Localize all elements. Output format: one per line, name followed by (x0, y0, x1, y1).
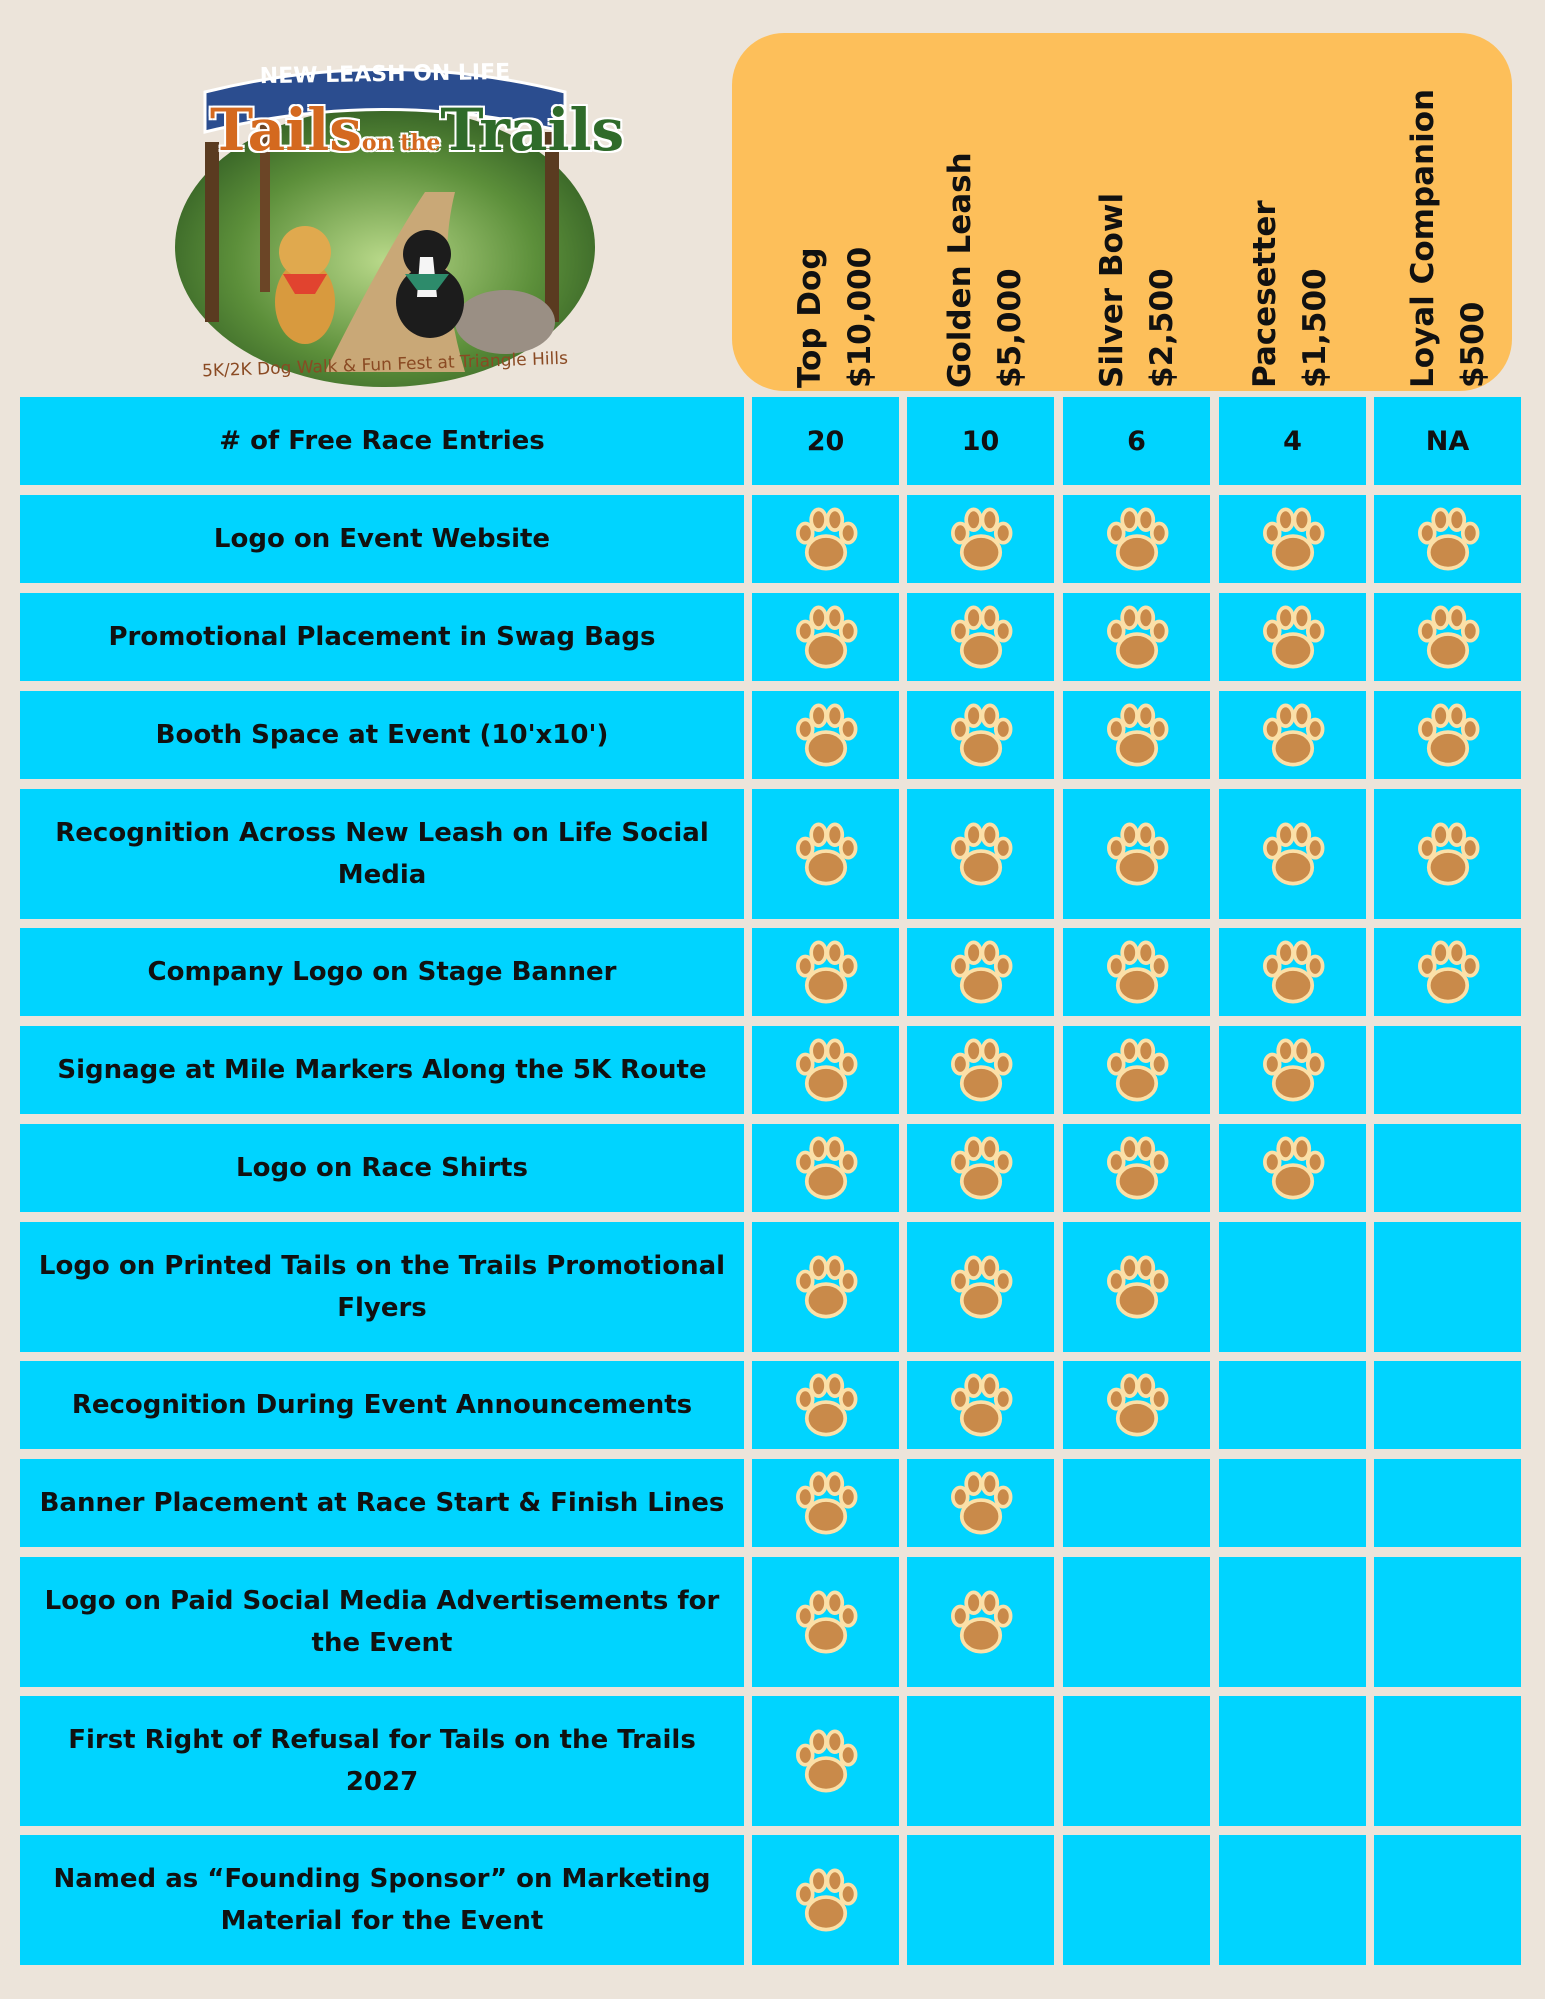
benefit-label: Named as “Founding Sponsor” on Marketing Material for the Event (20, 1835, 744, 1965)
benefit-cell (752, 1124, 899, 1212)
paw-icon (944, 1585, 1018, 1659)
benefit-cell (1374, 1361, 1521, 1449)
paw-icon (789, 698, 863, 772)
paw-icon (1100, 1131, 1174, 1205)
benefit-cell (752, 1835, 899, 1965)
benefit-cell (1374, 1696, 1521, 1826)
benefit-cell (752, 1361, 899, 1449)
paw-icon (789, 1863, 863, 1937)
benefit-cell (1063, 789, 1210, 919)
benefit-cell (752, 1026, 899, 1114)
benefit-label: Signage at Mile Markers Along the 5K Route (20, 1026, 744, 1114)
paw-icon (1411, 698, 1485, 772)
benefit-cell (1063, 1835, 1210, 1965)
benefit-cell (1374, 1222, 1521, 1352)
benefit-cell (1219, 1026, 1366, 1114)
benefit-cell: 20 (752, 397, 899, 485)
paw-icon (1411, 502, 1485, 576)
benefit-cell (1219, 1459, 1366, 1547)
paw-icon (1100, 600, 1174, 674)
logo-title-tails: Tails (210, 96, 362, 164)
paw-icon (789, 817, 863, 891)
paw-icon (944, 1033, 1018, 1107)
benefit-cell (1219, 495, 1366, 583)
paw-icon (944, 817, 1018, 891)
benefit-cell (1063, 1557, 1210, 1687)
benefit-cell (1219, 1696, 1366, 1826)
benefit-label: # of Free Race Entries (20, 397, 744, 485)
benefit-cell (1219, 593, 1366, 681)
benefit-cell (1063, 691, 1210, 779)
paw-icon (1100, 935, 1174, 1009)
benefit-cell (1374, 1026, 1521, 1114)
tier-name: Top Dog (792, 247, 828, 388)
logo-title-onthe: on the (361, 130, 441, 156)
benefit-cell (1374, 495, 1521, 583)
benefit-cell (1374, 1557, 1521, 1687)
benefit-cell: 10 (907, 397, 1054, 485)
benefit-cell (1063, 1124, 1210, 1212)
tier-name: Golden Leash (942, 152, 978, 388)
paw-icon (1411, 817, 1485, 891)
benefit-label: Logo on Event Website (20, 495, 744, 583)
benefit-label: Company Logo on Stage Banner (20, 928, 744, 1016)
paw-icon (789, 1585, 863, 1659)
benefit-cell (907, 1835, 1054, 1965)
benefit-cell (1063, 1222, 1210, 1352)
benefit-label: Logo on Printed Tails on the Trails Promotional Flyers (20, 1222, 744, 1352)
tier-price: $5,000 (992, 268, 1028, 388)
logo-title-trails: Trails (440, 96, 625, 164)
benefit-label: Recognition Across New Leash on Life Social Media (20, 789, 744, 919)
paw-icon (789, 1368, 863, 1442)
tier-name: Silver Bowl (1094, 192, 1130, 388)
benefit-cell (1063, 1459, 1210, 1547)
benefit-cell (1063, 1026, 1210, 1114)
tier-price: $1,500 (1297, 268, 1333, 388)
paw-icon (944, 698, 1018, 772)
benefit-cell (907, 1361, 1054, 1449)
paw-icon (1100, 1250, 1174, 1324)
benefit-cell (1374, 928, 1521, 1016)
benefit-cell (907, 691, 1054, 779)
benefit-cell (752, 1696, 899, 1826)
benefit-cell (907, 1026, 1054, 1114)
benefit-cell (1063, 495, 1210, 583)
paw-icon (789, 600, 863, 674)
benefit-label: Promotional Placement in Swag Bags (20, 593, 744, 681)
paw-icon (1256, 1131, 1330, 1205)
benefit-cell (1063, 593, 1210, 681)
logo-caption: 5K/2K Dog Walk & Fun Fest at Triangle Hills (201, 348, 569, 382)
paw-icon (1256, 817, 1330, 891)
paw-icon (944, 1466, 1018, 1540)
benefit-cell (907, 789, 1054, 919)
benefit-label: Recognition During Event Announcements (20, 1361, 744, 1449)
benefit-cell (752, 1557, 899, 1687)
benefit-cell (907, 1557, 1054, 1687)
benefit-cell (752, 1459, 899, 1547)
paw-icon (1100, 1368, 1174, 1442)
paw-icon (1256, 1033, 1330, 1107)
benefit-cell (752, 789, 899, 919)
paw-icon (789, 1466, 863, 1540)
benefit-label: First Right of Refusal for Tails on the Trails 2027 (20, 1696, 744, 1826)
benefit-cell (907, 1222, 1054, 1352)
benefit-cell (1219, 928, 1366, 1016)
paw-icon (1411, 600, 1485, 674)
benefit-cell: NA (1374, 397, 1521, 485)
benefit-cell (1219, 1124, 1366, 1212)
paw-icon (1100, 1033, 1174, 1107)
benefit-cell (1219, 691, 1366, 779)
paw-icon (944, 600, 1018, 674)
benefit-cell (1374, 1835, 1521, 1965)
tier-name: Pacesetter (1247, 200, 1283, 388)
benefit-cell (1063, 1361, 1210, 1449)
benefit-cell (1219, 1361, 1366, 1449)
benefit-cell (907, 593, 1054, 681)
benefit-cell (907, 1124, 1054, 1212)
paw-icon (944, 935, 1018, 1009)
benefit-cell (1374, 1459, 1521, 1547)
paw-icon (1256, 698, 1330, 772)
benefit-cell (1219, 1222, 1366, 1352)
benefit-label: Logo on Race Shirts (20, 1124, 744, 1212)
logo-org-name: NEW LEASH ON LIFE (259, 59, 511, 90)
benefit-cell (752, 593, 899, 681)
benefit-cell (1374, 593, 1521, 681)
paw-icon (789, 1033, 863, 1107)
tier-price: $2,500 (1144, 268, 1180, 388)
paw-icon (944, 1368, 1018, 1442)
paw-icon (789, 1131, 863, 1205)
benefit-cell (907, 1696, 1054, 1826)
benefit-label: Banner Placement at Race Start & Finish Lines (20, 1459, 744, 1547)
benefit-cell (1219, 1557, 1366, 1687)
benefit-label: Logo on Paid Social Media Advertisements for the Event (20, 1557, 744, 1687)
benefit-cell (1219, 789, 1366, 919)
benefit-cell (752, 495, 899, 583)
benefit-cell (1374, 691, 1521, 779)
tier-price: $10,000 (842, 246, 878, 388)
benefit-cell (1374, 789, 1521, 919)
paw-icon (944, 1131, 1018, 1205)
paw-icon (944, 1250, 1018, 1324)
logo-event-title (210, 95, 625, 178)
tier-name: Loyal Companion (1405, 88, 1441, 388)
paw-icon (1411, 935, 1485, 1009)
benefit-cell (907, 928, 1054, 1016)
benefit-cell (1219, 1835, 1366, 1965)
benefit-cell (752, 691, 899, 779)
benefit-cell (752, 1222, 899, 1352)
benefit-cell (1063, 1696, 1210, 1826)
benefit-cell: 6 (1063, 397, 1210, 485)
benefit-cell (907, 495, 1054, 583)
paw-icon (789, 1724, 863, 1798)
benefit-cell (752, 928, 899, 1016)
paw-icon (789, 502, 863, 576)
paw-icon (789, 1250, 863, 1324)
paw-icon (1256, 600, 1330, 674)
paw-icon (789, 935, 863, 1009)
benefit-cell (1063, 928, 1210, 1016)
benefit-cell (1374, 1124, 1521, 1212)
paw-icon (1256, 935, 1330, 1009)
tier-price: $500 (1455, 301, 1491, 388)
benefit-cell: 4 (1219, 397, 1366, 485)
paw-icon (1100, 502, 1174, 576)
paw-icon (1100, 698, 1174, 772)
paw-icon (1256, 502, 1330, 576)
benefit-cell (907, 1459, 1054, 1547)
benefit-label: Booth Space at Event (10'x10') (20, 691, 744, 779)
paw-icon (1100, 817, 1174, 891)
paw-icon (944, 502, 1018, 576)
